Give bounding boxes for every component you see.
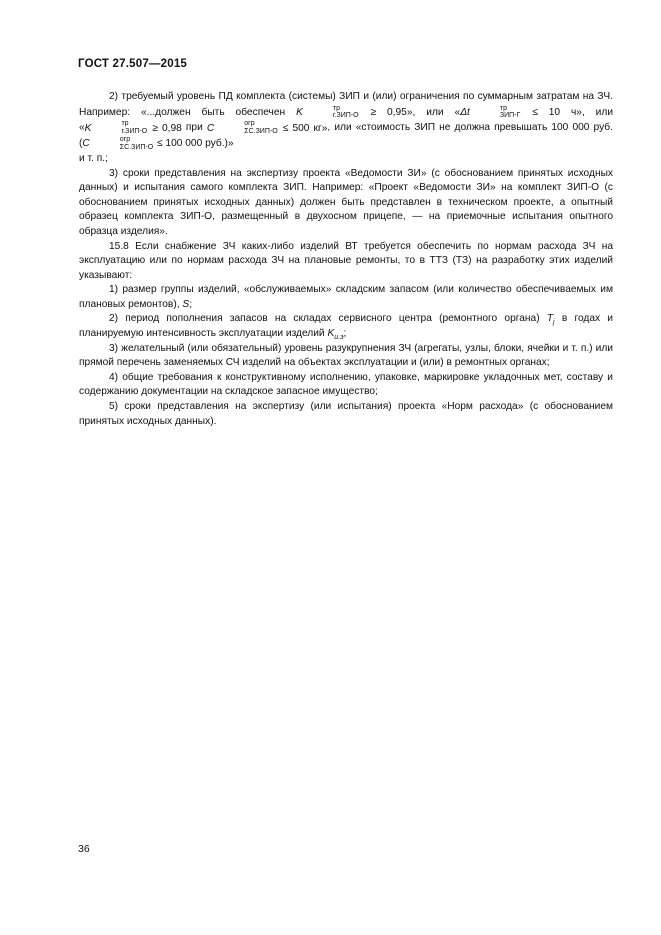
paragraph-replenishment-period: 2) период пополнения запасов на складах сервисного центра (ремонтного органа) $T_j$ в годах и планируемую интенсивность эксплуатации изделий $K_{и.э}$; bbox=[79, 313, 613, 342]
paragraph-tail: и т. п.; bbox=[79, 152, 108, 164]
document-body bbox=[79, 90, 613, 429]
paragraph-review-deadlines: 3) сроки представления на экспертизу проекта «Ведомости ЗИ» (с обоснованием принятых исходных данных) и испытания самого комплекта ЗИП. Например: «Проект «Ведомости ЗИ» на комплект ЗИП-О (с обоснованием принятых исходных данных) должен быть представлен в техническом проекте, а опытный образец комплекта ЗИП-О, размещенный в двухосном прицепе, — на приемочные испытания опытного образца изделия». bbox=[79, 167, 613, 237]
text-run: 2) требуемый уровень ПД комплекта (системы) ЗИП и (или) ограничения по суммарным затратам на ЗЧ. Например: «...должен быть обеспечен bbox=[79, 91, 613, 118]
text-run: , или «стоимость ЗИП не должна превышать 100 000 руб. ( bbox=[79, 122, 613, 150]
formula-k-zip: K тр г.ЗИП-О ≥ 0,95» bbox=[296, 104, 413, 120]
formula-k-zip-2: K тр г.ЗИП-О ≥ 0,98 bbox=[84, 120, 182, 135]
paragraph-disassembly-level: 3) желательный (или обязательный) уровень разукрупнения ЗЧ (агрегаты, узлы, блоки, ячейки и т. п.) или прямой перечень заменяемых СЧ изделий на объектах эксплуатации и (или) в ремонтных органах; bbox=[79, 342, 613, 369]
page-number: 36 bbox=[78, 843, 90, 855]
text-run: , или « bbox=[412, 106, 461, 118]
paragraph-15-8: 15.8 Если снабжение ЗЧ каких-либо изделий ВТ требуется обеспечить по нормам расхода ЗЧ на эксплуатацию или по нормам расхода ЗЧ на плановые ремонты, то в ТТЗ (ТЗ) на разработку этих изделий указывают: bbox=[79, 240, 613, 281]
formula-c-mass: C огр ΣС.ЗИП-О ≤ 500 кг» bbox=[206, 120, 328, 135]
text-run: , или « bbox=[79, 106, 614, 134]
formula-c-cost: C огр ΣС.ЗИП-О ≤ 100 000 руб.)» bbox=[82, 136, 234, 151]
paragraph-required-level bbox=[79, 90, 613, 152]
paragraph-general-requirements: 4) общие требования к конструктивному исполнению, упаковке, маркировке укладочных мет, составу и содержанию документации на складское запасное имущество; bbox=[79, 371, 613, 398]
text-run: при bbox=[181, 122, 207, 134]
paragraph-norms-deadlines: 5) сроки представления на экспертизу (или испытания) проекта «Норм расхода» (с обоснованием принятых исходных данных). bbox=[79, 401, 613, 427]
document-header: ГОСТ 27.507—2015 bbox=[78, 58, 188, 70]
formula-delta-t: Δt тр ЗИП-Г ≤ 10 ч» bbox=[460, 104, 582, 120]
paragraph-group-size: 1) размер группы изделий, «обслуживаемых» складским запасом (или количество обеспечиваемых им плановых ремонтов), S; bbox=[79, 284, 613, 310]
